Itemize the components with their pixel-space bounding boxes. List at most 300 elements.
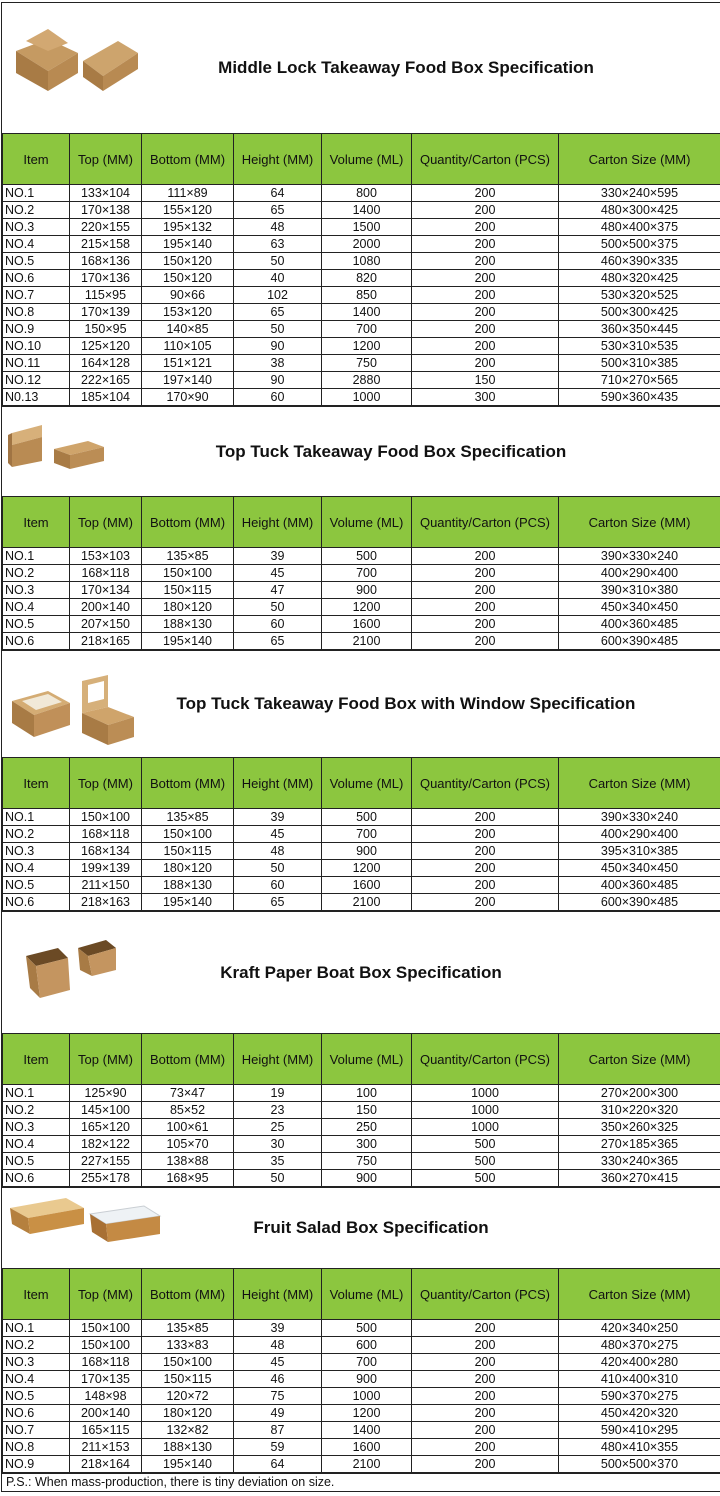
column-header: Top (MM) — [70, 134, 142, 185]
table-cell: 400×360×485 — [559, 616, 720, 633]
table-row — [3, 616, 720, 633]
table-cell: NO.5 — [3, 877, 70, 894]
table-row — [3, 389, 720, 406]
kraft-window-box-icon — [8, 671, 138, 751]
table-cell: NO.6 — [3, 270, 70, 287]
header-row — [3, 1034, 720, 1085]
table-cell: 200 — [412, 338, 559, 355]
table-cell: 390×310×380 — [559, 582, 720, 599]
table-row — [3, 355, 720, 372]
table-cell: 500×310×385 — [559, 355, 720, 372]
table-cell: NO.2 — [3, 1337, 70, 1354]
table-cell: 90 — [234, 372, 322, 389]
table-cell: 60 — [234, 389, 322, 406]
table-cell: 300 — [322, 1136, 412, 1153]
table-cell: 195×140 — [142, 236, 234, 253]
header-row — [3, 1269, 720, 1320]
table-row — [3, 826, 720, 843]
table-cell: 48 — [234, 1337, 322, 1354]
table-cell: 450×340×450 — [559, 599, 720, 616]
table-cell: 1000 — [412, 1085, 559, 1102]
table-cell: 150×100 — [70, 809, 142, 826]
table-cell: 65 — [234, 894, 322, 911]
table-row — [3, 548, 720, 565]
table-cell: 170×90 — [142, 389, 234, 406]
table-cell: 500 — [322, 809, 412, 826]
table-cell: NO.1 — [3, 1085, 70, 1102]
table-cell: 750 — [322, 1153, 412, 1170]
table-cell: 200 — [412, 826, 559, 843]
table-cell: 73×47 — [142, 1085, 234, 1102]
column-header: Volume (ML) — [322, 1269, 412, 1320]
table-cell: 197×140 — [142, 372, 234, 389]
table-cell: N0.13 — [3, 389, 70, 406]
table-cell: 200 — [412, 270, 559, 287]
table-row — [3, 1119, 720, 1136]
spec-table — [2, 1033, 720, 1187]
table-row — [3, 236, 720, 253]
column-header: Carton Size (MM) — [559, 497, 720, 548]
table-cell: 39 — [234, 548, 322, 565]
table-cell: 1500 — [322, 219, 412, 236]
table-row — [3, 185, 720, 202]
table-cell: 850 — [322, 287, 412, 304]
table-cell: 102 — [234, 287, 322, 304]
table-cell: 148×98 — [70, 1388, 142, 1405]
table-cell: 395×310×385 — [559, 843, 720, 860]
table-cell: 200 — [412, 355, 559, 372]
table-cell: 63 — [234, 236, 322, 253]
table-cell: 151×121 — [142, 355, 234, 372]
table-cell: 100×61 — [142, 1119, 234, 1136]
table-cell: 500×500×370 — [559, 1456, 720, 1473]
table-cell: 65 — [234, 633, 322, 650]
table-cell: 133×104 — [70, 185, 142, 202]
table-cell: NO.4 — [3, 236, 70, 253]
table-cell: 135×85 — [142, 809, 234, 826]
header-row — [3, 758, 720, 809]
table-cell: 150 — [322, 1102, 412, 1119]
table-row — [3, 1337, 720, 1354]
table-cell: 1000 — [412, 1102, 559, 1119]
table-cell: 50 — [234, 860, 322, 877]
table-cell: 168×118 — [70, 1354, 142, 1371]
table-cell: 500 — [322, 548, 412, 565]
table-cell: 145×100 — [70, 1102, 142, 1119]
table-row — [3, 1153, 720, 1170]
table-cell: NO.3 — [3, 582, 70, 599]
table-cell: 200 — [412, 1337, 559, 1354]
table-cell: NO.5 — [3, 253, 70, 270]
table-cell: 900 — [322, 582, 412, 599]
table-cell: 133×83 — [142, 1337, 234, 1354]
table-cell: 255×178 — [70, 1170, 142, 1187]
table-cell: 500 — [412, 1136, 559, 1153]
table-cell: NO.8 — [3, 304, 70, 321]
table-cell: NO.1 — [3, 1320, 70, 1337]
table-cell: 220×155 — [70, 219, 142, 236]
table-cell: 218×163 — [70, 894, 142, 911]
column-header: Top (MM) — [70, 1269, 142, 1320]
table-cell: 195×140 — [142, 633, 234, 650]
table-cell: 390×330×240 — [559, 548, 720, 565]
table-cell: 211×150 — [70, 877, 142, 894]
kraft-boat-tray-icon — [24, 936, 124, 1006]
table-cell: 360×350×445 — [559, 321, 720, 338]
table-cell: 200 — [412, 599, 559, 616]
table-row — [3, 1170, 720, 1187]
table-cell: NO.3 — [3, 843, 70, 860]
table-cell: 2000 — [322, 236, 412, 253]
table-cell: 132×82 — [142, 1422, 234, 1439]
section-title-band — [2, 2, 720, 133]
table-cell: 200 — [412, 219, 559, 236]
table-body — [3, 809, 720, 911]
table-cell: 150 — [412, 372, 559, 389]
table-row — [3, 1388, 720, 1405]
table-cell: 49 — [234, 1405, 322, 1422]
table-cell: 168×118 — [70, 565, 142, 582]
column-header: Volume (ML) — [322, 134, 412, 185]
table-cell: 200 — [412, 202, 559, 219]
header-row — [3, 134, 720, 185]
table-cell: 150×95 — [70, 321, 142, 338]
table-cell: 150×120 — [142, 270, 234, 287]
section-title: Top Tuck Takeaway Food Box Specification — [2, 442, 720, 462]
column-header: Carton Size (MM) — [559, 1269, 720, 1320]
table-cell: NO.6 — [3, 1170, 70, 1187]
table-cell: 47 — [234, 582, 322, 599]
table-cell: 200 — [412, 877, 559, 894]
kraft-middle-lock-box-icon — [8, 11, 138, 91]
table-row — [3, 253, 720, 270]
table-cell: NO.5 — [3, 1388, 70, 1405]
table-row — [3, 1371, 720, 1388]
spec-table — [2, 496, 720, 650]
table-cell: 222×165 — [70, 372, 142, 389]
table-cell: 195×140 — [142, 1456, 234, 1473]
table-cell: 125×90 — [70, 1085, 142, 1102]
column-header: Height (MM) — [234, 1034, 322, 1085]
table-cell: NO.1 — [3, 548, 70, 565]
spec-sheet — [1, 2, 720, 1492]
table-cell: 200 — [412, 616, 559, 633]
table-cell: 218×165 — [70, 633, 142, 650]
table-cell: 1000 — [322, 389, 412, 406]
table-cell: 182×122 — [70, 1136, 142, 1153]
table-cell: 105×70 — [142, 1136, 234, 1153]
table-row — [3, 1085, 720, 1102]
section-title-band — [2, 406, 720, 496]
table-cell: 600×390×485 — [559, 633, 720, 650]
table-cell: 590×370×275 — [559, 1388, 720, 1405]
table-cell: 211×153 — [70, 1439, 142, 1456]
table-cell: 1400 — [322, 202, 412, 219]
table-row — [3, 321, 720, 338]
table-cell: 1200 — [322, 1405, 412, 1422]
table-cell: 100 — [322, 1085, 412, 1102]
table-cell: 2100 — [322, 894, 412, 911]
table-cell: 164×128 — [70, 355, 142, 372]
table-cell: 150×100 — [142, 1354, 234, 1371]
section-title-band — [2, 1187, 720, 1268]
spec-table — [2, 757, 720, 911]
table-cell: NO.12 — [3, 372, 70, 389]
column-header: Bottom (MM) — [142, 134, 234, 185]
table-cell: 153×120 — [142, 304, 234, 321]
table-row — [3, 894, 720, 911]
table-cell: 450×340×450 — [559, 860, 720, 877]
table-cell: 39 — [234, 1320, 322, 1337]
table-row — [3, 1405, 720, 1422]
table-cell: 900 — [322, 1170, 412, 1187]
table-cell: 165×120 — [70, 1119, 142, 1136]
table-cell: 188×130 — [142, 1439, 234, 1456]
column-header: Bottom (MM) — [142, 497, 234, 548]
column-header: Volume (ML) — [322, 1034, 412, 1085]
table-cell: NO.5 — [3, 1153, 70, 1170]
column-header: Height (MM) — [234, 497, 322, 548]
table-cell: 1080 — [322, 253, 412, 270]
table-cell: 200 — [412, 1371, 559, 1388]
table-cell: 500 — [412, 1170, 559, 1187]
column-header: Bottom (MM) — [142, 1034, 234, 1085]
table-cell: 170×135 — [70, 1371, 142, 1388]
table-cell: 227×155 — [70, 1153, 142, 1170]
table-cell: 820 — [322, 270, 412, 287]
table-cell: NO.7 — [3, 287, 70, 304]
table-cell: NO.3 — [3, 1119, 70, 1136]
table-cell: 900 — [322, 1371, 412, 1388]
table-cell: 115×95 — [70, 287, 142, 304]
table-row — [3, 270, 720, 287]
table-row — [3, 1354, 720, 1371]
column-header: Height (MM) — [234, 1269, 322, 1320]
column-header: Volume (ML) — [322, 497, 412, 548]
table-cell: 200 — [412, 1320, 559, 1337]
table-row — [3, 1422, 720, 1439]
table-cell: 195×132 — [142, 219, 234, 236]
table-cell: 800 — [322, 185, 412, 202]
table-cell: 1600 — [322, 877, 412, 894]
table-row — [3, 202, 720, 219]
table-cell: 2100 — [322, 633, 412, 650]
table-cell: 23 — [234, 1102, 322, 1119]
table-cell: 45 — [234, 826, 322, 843]
table-row — [3, 582, 720, 599]
column-header: Top (MM) — [70, 758, 142, 809]
table-cell: NO.4 — [3, 1136, 70, 1153]
column-header: Quantity/Carton (PCS) — [412, 497, 559, 548]
section-title-band — [2, 911, 720, 1033]
column-header: Top (MM) — [70, 497, 142, 548]
table-row — [3, 338, 720, 355]
table-cell: 200×140 — [70, 599, 142, 616]
table-cell: 155×120 — [142, 202, 234, 219]
table-cell: 46 — [234, 1371, 322, 1388]
table-row — [3, 1136, 720, 1153]
table-cell: 200 — [412, 321, 559, 338]
table-cell: 1000 — [412, 1119, 559, 1136]
column-header: Quantity/Carton (PCS) — [412, 134, 559, 185]
table-cell: NO.6 — [3, 633, 70, 650]
table-cell: 45 — [234, 1354, 322, 1371]
table-cell: NO.1 — [3, 185, 70, 202]
table-cell: 75 — [234, 1388, 322, 1405]
table-cell: 200 — [412, 304, 559, 321]
table-cell: 400×290×400 — [559, 565, 720, 582]
table-cell: 450×420×320 — [559, 1405, 720, 1422]
table-cell: 350×260×325 — [559, 1119, 720, 1136]
table-cell: 59 — [234, 1439, 322, 1456]
table-cell: 500 — [412, 1153, 559, 1170]
table-cell: 39 — [234, 809, 322, 826]
spec-table — [2, 133, 720, 406]
table-cell: 200 — [412, 894, 559, 911]
table-cell: 200 — [412, 1439, 559, 1456]
table-cell: 90 — [234, 338, 322, 355]
table-cell: 138×88 — [142, 1153, 234, 1170]
table-cell: 1600 — [322, 1439, 412, 1456]
table-cell: 40 — [234, 270, 322, 287]
table-cell: 150×100 — [142, 565, 234, 582]
table-cell: 170×136 — [70, 270, 142, 287]
section-title: Top Tuck Takeaway Food Box with Window Specification — [2, 694, 720, 714]
table-cell: 420×400×280 — [559, 1354, 720, 1371]
table-cell: NO.4 — [3, 860, 70, 877]
table-cell: 590×360×435 — [559, 389, 720, 406]
table-row — [3, 633, 720, 650]
table-row — [3, 372, 720, 389]
column-header: Bottom (MM) — [142, 1269, 234, 1320]
header-row — [3, 497, 720, 548]
table-cell: 50 — [234, 599, 322, 616]
table-cell: 135×85 — [142, 548, 234, 565]
table-row — [3, 1439, 720, 1456]
table-cell: NO.9 — [3, 321, 70, 338]
table-cell: 500×300×425 — [559, 304, 720, 321]
table-cell: 600×390×485 — [559, 894, 720, 911]
table-cell: 19 — [234, 1085, 322, 1102]
table-cell: NO.10 — [3, 338, 70, 355]
table-cell: 700 — [322, 321, 412, 338]
table-cell: 530×320×525 — [559, 287, 720, 304]
table-cell: 150×100 — [142, 826, 234, 843]
table-cell: 168×95 — [142, 1170, 234, 1187]
table-cell: NO.2 — [3, 565, 70, 582]
table-cell: 300 — [412, 389, 559, 406]
table-cell: NO.2 — [3, 826, 70, 843]
table-cell: 2880 — [322, 372, 412, 389]
table-cell: 188×130 — [142, 877, 234, 894]
table-cell: 50 — [234, 1170, 322, 1187]
table-cell: 168×136 — [70, 253, 142, 270]
table-cell: NO.4 — [3, 599, 70, 616]
table-cell: 200 — [412, 809, 559, 826]
table-cell: 195×140 — [142, 894, 234, 911]
table-cell: 168×134 — [70, 843, 142, 860]
table-cell: 180×120 — [142, 599, 234, 616]
table-cell: 200 — [412, 236, 559, 253]
table-cell: 85×52 — [142, 1102, 234, 1119]
column-header: Top (MM) — [70, 1034, 142, 1085]
table-cell: 150×115 — [142, 843, 234, 860]
table-cell: 480×370×275 — [559, 1337, 720, 1354]
table-cell: NO.2 — [3, 202, 70, 219]
table-row — [3, 287, 720, 304]
table-cell: 215×158 — [70, 236, 142, 253]
table-cell: 153×103 — [70, 548, 142, 565]
footnote: P.S.: When mass-production, there is tiny deviation on size. — [2, 1473, 720, 1492]
table-row — [3, 843, 720, 860]
table-cell: 480×320×425 — [559, 270, 720, 287]
table-cell: 200 — [412, 565, 559, 582]
table-cell: 199×139 — [70, 860, 142, 877]
table-cell: 500 — [322, 1320, 412, 1337]
table-cell: 180×120 — [142, 1405, 234, 1422]
table-cell: NO.1 — [3, 809, 70, 826]
table-cell: 400×360×485 — [559, 877, 720, 894]
table-row — [3, 860, 720, 877]
table-cell: 480×400×375 — [559, 219, 720, 236]
column-header: Carton Size (MM) — [559, 1034, 720, 1085]
column-header: Item — [3, 1269, 70, 1320]
table-cell: NO.3 — [3, 219, 70, 236]
table-cell: 30 — [234, 1136, 322, 1153]
table-cell: 120×72 — [142, 1388, 234, 1405]
kraft-top-tuck-box-icon — [8, 415, 104, 471]
table-row — [3, 219, 720, 236]
table-cell: 400×290×400 — [559, 826, 720, 843]
column-header: Quantity/Carton (PCS) — [412, 1034, 559, 1085]
table-cell: 200 — [412, 1456, 559, 1473]
table-cell: 1200 — [322, 338, 412, 355]
table-cell: 200 — [412, 287, 559, 304]
table-cell: 200 — [412, 582, 559, 599]
table-cell: 150×115 — [142, 1371, 234, 1388]
column-header: Carton Size (MM) — [559, 758, 720, 809]
table-cell: 200×140 — [70, 1405, 142, 1422]
table-row — [3, 809, 720, 826]
table-cell: NO.2 — [3, 1102, 70, 1119]
table-cell: 310×220×320 — [559, 1102, 720, 1119]
table-cell: 200 — [412, 633, 559, 650]
table-cell: 1200 — [322, 860, 412, 877]
table-cell: 1000 — [322, 1388, 412, 1405]
table-cell: 330×240×595 — [559, 185, 720, 202]
table-cell: 200 — [412, 548, 559, 565]
table-row — [3, 877, 720, 894]
table-cell: 600 — [322, 1337, 412, 1354]
table-cell: NO.5 — [3, 616, 70, 633]
table-cell: 410×400×310 — [559, 1371, 720, 1388]
table-cell: 165×115 — [70, 1422, 142, 1439]
table-cell: 60 — [234, 616, 322, 633]
table-cell: 460×390×335 — [559, 253, 720, 270]
table-cell: 270×185×365 — [559, 1136, 720, 1153]
table-cell: 188×130 — [142, 616, 234, 633]
table-cell: 90×66 — [142, 287, 234, 304]
table-row — [3, 565, 720, 582]
table-cell: 150×100 — [70, 1320, 142, 1337]
table-cell: 590×410×295 — [559, 1422, 720, 1439]
column-header: Item — [3, 758, 70, 809]
table-cell: 170×139 — [70, 304, 142, 321]
table-cell: 330×240×365 — [559, 1153, 720, 1170]
table-cell: 700 — [322, 1354, 412, 1371]
table-row — [3, 599, 720, 616]
table-cell: 900 — [322, 843, 412, 860]
